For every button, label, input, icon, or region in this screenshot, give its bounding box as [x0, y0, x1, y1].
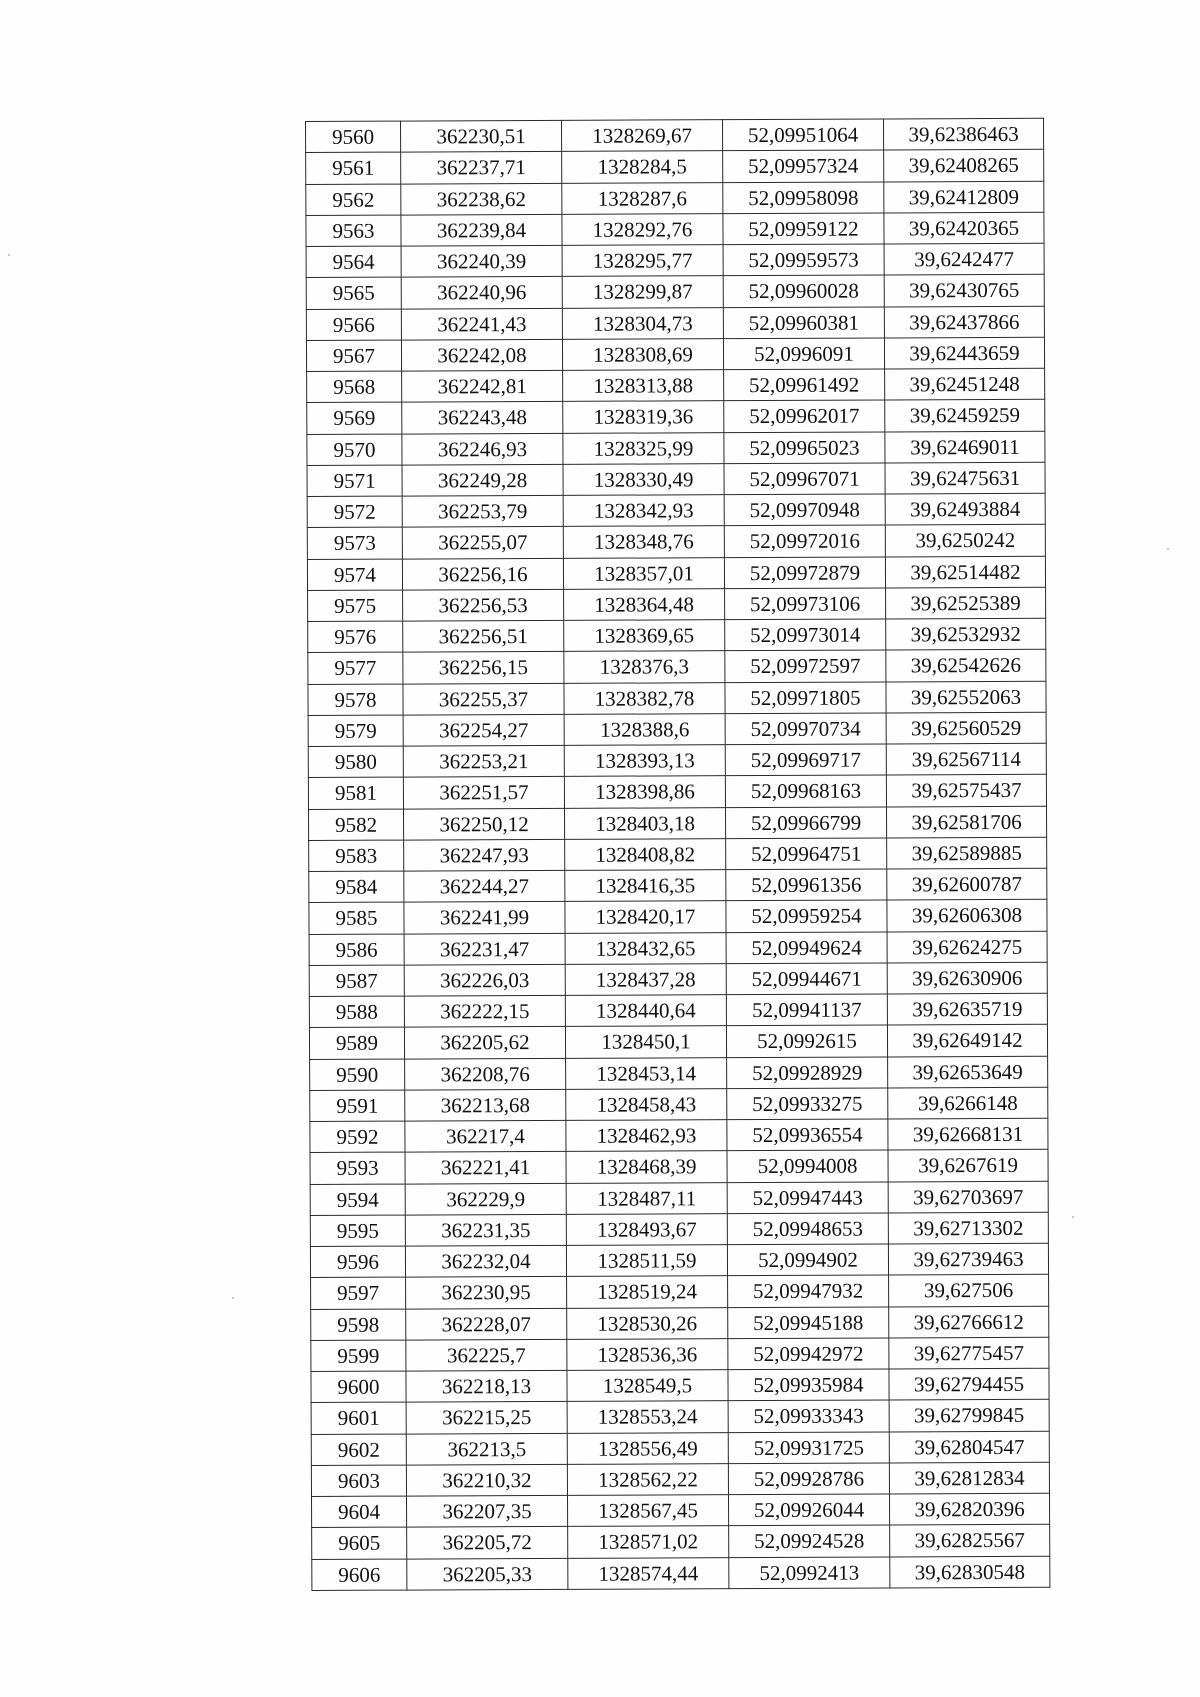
longitude-cell: 39,62713302: [888, 1212, 1048, 1244]
table-row: [308, 587, 1046, 621]
y-coordinate-cell: 1328348,76: [563, 526, 724, 558]
y-coordinate-cell: 1328364,48: [564, 588, 725, 620]
point-number-cell: 9565: [306, 277, 401, 309]
y-coordinate-cell: 1328556,49: [567, 1432, 728, 1464]
latitude-cell: 52,09942972: [728, 1338, 889, 1370]
point-number-cell: 9583: [309, 840, 404, 872]
y-coordinate-cell: 1328393,13: [564, 745, 725, 777]
point-number-cell: 9589: [309, 1027, 404, 1059]
x-coordinate-cell: 362255,07: [402, 527, 563, 559]
table-row: [309, 1025, 1047, 1059]
y-coordinate-cell: 1328571,02: [568, 1526, 729, 1558]
point-number-cell: 9573: [307, 527, 402, 559]
x-coordinate-cell: 362221,41: [405, 1152, 566, 1184]
y-coordinate-cell: 1328287,6: [562, 182, 723, 214]
longitude-cell: 39,62635719: [887, 993, 1047, 1025]
x-coordinate-cell: 362205,62: [404, 1027, 565, 1059]
latitude-cell: 52,0992615: [726, 1025, 887, 1057]
longitude-cell: 39,62794455: [889, 1368, 1049, 1400]
y-coordinate-cell: 1328468,39: [566, 1151, 727, 1183]
y-coordinate-cell: 1328536,36: [567, 1338, 728, 1370]
y-coordinate-cell: 1328292,76: [562, 213, 723, 245]
table-row: [311, 1462, 1049, 1496]
latitude-cell: 52,09949624: [726, 931, 887, 963]
longitude-cell: 39,62542626: [886, 650, 1046, 682]
latitude-cell: 52,09957324: [723, 150, 884, 182]
x-coordinate-cell: 362253,79: [402, 495, 563, 527]
point-number-cell: 9574: [307, 559, 402, 591]
y-coordinate-cell: 1328304,73: [562, 307, 723, 339]
latitude-cell: 52,09941137: [726, 994, 887, 1026]
latitude-cell: 52,0992413: [729, 1556, 890, 1588]
latitude-cell: 52,09951064: [722, 119, 883, 151]
longitude-cell: 39,62589885: [887, 837, 1047, 869]
latitude-cell: 52,09972597: [725, 650, 886, 682]
longitude-cell: 39,62825567: [890, 1525, 1050, 1557]
latitude-cell: 52,09945188: [728, 1306, 889, 1338]
table-row: [307, 462, 1045, 496]
point-number-cell: 9593: [310, 1152, 405, 1184]
table-row: [306, 243, 1044, 277]
y-coordinate-cell: 1328453,14: [566, 1057, 727, 1089]
x-coordinate-cell: 362240,39: [401, 245, 562, 277]
x-coordinate-cell: 362213,68: [405, 1089, 566, 1121]
point-number-cell: 9606: [312, 1559, 407, 1591]
table-row: [310, 1150, 1048, 1184]
longitude-cell: 39,62567114: [886, 743, 1046, 775]
y-coordinate-cell: 1328519,24: [567, 1276, 728, 1308]
x-coordinate-cell: 362256,16: [402, 558, 563, 590]
point-number-cell: 9575: [308, 590, 403, 622]
x-coordinate-cell: 362240,96: [401, 277, 562, 309]
table-row: [306, 306, 1044, 340]
point-number-cell: 9605: [312, 1527, 407, 1559]
latitude-cell: 52,09970734: [725, 713, 886, 745]
longitude-cell: 39,62668131: [888, 1118, 1048, 1150]
latitude-cell: 52,09971805: [725, 681, 886, 713]
point-number-cell: 9598: [311, 1309, 406, 1341]
y-coordinate-cell: 1328511,59: [566, 1245, 727, 1277]
x-coordinate-cell: 362208,76: [405, 1058, 566, 1090]
point-number-cell: 9602: [311, 1434, 406, 1466]
x-coordinate-cell: 362232,04: [405, 1245, 566, 1277]
point-number-cell: 9569: [307, 402, 402, 434]
y-coordinate-cell: 1328325,99: [563, 432, 724, 464]
y-coordinate-cell: 1328530,26: [567, 1307, 728, 1339]
x-coordinate-cell: 362256,51: [403, 620, 564, 652]
latitude-cell: 52,09936554: [727, 1119, 888, 1151]
point-number-cell: 9571: [307, 465, 402, 497]
point-number-cell: 9597: [311, 1277, 406, 1309]
y-coordinate-cell: 1328284,5: [562, 151, 723, 183]
table-row: [308, 618, 1046, 652]
x-coordinate-cell: 362205,72: [407, 1527, 568, 1559]
scan-speck: [1072, 1216, 1074, 1218]
y-coordinate-cell: 1328440,64: [565, 995, 726, 1027]
x-coordinate-cell: 362222,15: [404, 995, 565, 1027]
longitude-cell: 39,6267619: [888, 1150, 1048, 1182]
table-row: [306, 275, 1044, 309]
point-number-cell: 9594: [310, 1184, 405, 1216]
latitude-cell: 52,09933343: [728, 1400, 889, 1432]
point-number-cell: 9561: [306, 152, 401, 184]
longitude-cell: 39,627506: [889, 1275, 1049, 1307]
point-number-cell: 9563: [306, 215, 401, 247]
x-coordinate-cell: 362238,62: [401, 183, 562, 215]
x-coordinate-cell: 362242,08: [401, 339, 562, 371]
y-coordinate-cell: 1328493,67: [566, 1213, 727, 1245]
x-coordinate-cell: 362205,33: [407, 1558, 568, 1590]
table-row: [306, 337, 1044, 371]
table-row: [307, 525, 1045, 559]
point-number-cell: 9560: [306, 121, 401, 153]
coordinates-table: [305, 118, 1050, 1591]
latitude-cell: 52,09970948: [724, 494, 885, 526]
latitude-cell: 52,09960381: [723, 306, 884, 338]
table-row: [308, 775, 1046, 809]
table-row: [310, 1212, 1048, 1246]
latitude-cell: 52,09968163: [725, 775, 886, 807]
point-number-cell: 9601: [311, 1402, 406, 1434]
x-coordinate-cell: 362228,07: [406, 1308, 567, 1340]
latitude-cell: 52,09947932: [728, 1275, 889, 1307]
point-number-cell: 9592: [310, 1121, 405, 1153]
point-number-cell: 9587: [309, 965, 404, 997]
latitude-cell: 52,09959573: [723, 244, 884, 276]
table-row: [308, 743, 1046, 777]
y-coordinate-cell: 1328376,3: [564, 651, 725, 683]
latitude-cell: 52,09928929: [727, 1056, 888, 1088]
table-row: [310, 1181, 1048, 1215]
point-number-cell: 9578: [308, 684, 403, 716]
point-number-cell: 9596: [310, 1246, 405, 1278]
latitude-cell: 52,09926044: [728, 1494, 889, 1526]
scan-speck: [232, 1297, 234, 1299]
longitude-cell: 39,62469011: [885, 431, 1045, 463]
x-coordinate-cell: 362247,93: [404, 839, 565, 871]
point-number-cell: 9584: [309, 871, 404, 903]
scan-speck: [1167, 548, 1169, 550]
point-number-cell: 9603: [311, 1465, 406, 1497]
y-coordinate-cell: 1328313,88: [563, 370, 724, 402]
x-coordinate-cell: 362215,25: [406, 1402, 567, 1434]
table-row: [309, 900, 1047, 934]
y-coordinate-cell: 1328308,69: [562, 338, 723, 370]
y-coordinate-cell: 1328458,43: [566, 1088, 727, 1120]
y-coordinate-cell: 1328574,44: [568, 1557, 729, 1589]
x-coordinate-cell: 362210,32: [406, 1464, 567, 1496]
latitude-cell: 52,09960028: [723, 275, 884, 307]
point-number-cell: 9604: [312, 1496, 407, 1528]
y-coordinate-cell: 1328357,01: [563, 557, 724, 589]
y-coordinate-cell: 1328382,78: [564, 682, 725, 714]
table-row: [310, 1087, 1048, 1121]
longitude-cell: 39,62804547: [889, 1431, 1049, 1463]
x-coordinate-cell: 362256,53: [403, 589, 564, 621]
point-number-cell: 9564: [306, 246, 401, 278]
longitude-cell: 39,62420365: [884, 212, 1044, 244]
x-coordinate-cell: 362207,35: [407, 1495, 568, 1527]
longitude-cell: 39,6266148: [888, 1087, 1048, 1119]
longitude-cell: 39,62775457: [889, 1337, 1049, 1369]
table-row: [309, 962, 1047, 996]
x-coordinate-cell: 362253,21: [403, 745, 564, 777]
point-number-cell: 9581: [308, 777, 403, 809]
x-coordinate-cell: 362230,95: [406, 1277, 567, 1309]
y-coordinate-cell: 1328420,17: [565, 901, 726, 933]
x-coordinate-cell: 362229,9: [405, 1183, 566, 1215]
latitude-cell: 52,0996091: [723, 338, 884, 370]
point-number-cell: 9586: [309, 934, 404, 966]
y-coordinate-cell: 1328369,65: [564, 620, 725, 652]
table-row: [307, 556, 1045, 590]
y-coordinate-cell: 1328319,36: [563, 401, 724, 433]
latitude-cell: 52,09967071: [724, 463, 885, 495]
longitude-cell: 39,62532932: [886, 618, 1046, 650]
longitude-cell: 39,62386463: [883, 118, 1043, 150]
x-coordinate-cell: 362256,15: [403, 652, 564, 684]
x-coordinate-cell: 362241,43: [401, 308, 562, 340]
latitude-cell: 52,0994902: [727, 1244, 888, 1276]
point-number-cell: 9595: [310, 1215, 405, 1247]
latitude-cell: 52,09931725: [728, 1431, 889, 1463]
scan-speck: [8, 254, 10, 256]
longitude-cell: 39,62475631: [885, 462, 1045, 494]
table-row: [310, 1118, 1048, 1152]
x-coordinate-cell: 362254,27: [403, 714, 564, 746]
point-number-cell: 9599: [311, 1340, 406, 1372]
longitude-cell: 39,6242477: [884, 243, 1044, 275]
longitude-cell: 39,62514482: [885, 556, 1045, 588]
x-coordinate-cell: 362239,84: [401, 214, 562, 246]
table-row: [312, 1556, 1050, 1590]
latitude-cell: 52,09933275: [727, 1088, 888, 1120]
point-number-cell: 9579: [308, 715, 403, 747]
table-row: [309, 837, 1047, 871]
y-coordinate-cell: 1328549,5: [567, 1370, 728, 1402]
table-row: [309, 868, 1047, 902]
longitude-cell: 39,6250242: [885, 525, 1045, 557]
table-row: [307, 368, 1045, 402]
longitude-cell: 39,62624275: [887, 931, 1047, 963]
x-coordinate-cell: 362230,51: [401, 120, 562, 152]
table-row: [308, 681, 1046, 715]
latitude-cell: 52,09973014: [725, 619, 886, 651]
table-row: [311, 1337, 1049, 1371]
point-number-cell: 9591: [310, 1090, 405, 1122]
point-number-cell: 9572: [307, 496, 402, 528]
latitude-cell: 52,09928786: [728, 1463, 889, 1495]
latitude-cell: 52,09966799: [725, 806, 886, 838]
latitude-cell: 52,09972879: [724, 556, 885, 588]
x-coordinate-cell: 362251,57: [403, 777, 564, 809]
x-coordinate-cell: 362255,37: [403, 683, 564, 715]
longitude-cell: 39,62552063: [886, 681, 1046, 713]
table-row: [309, 806, 1047, 840]
table-row: [312, 1525, 1050, 1559]
point-number-cell: 9588: [309, 996, 404, 1028]
latitude-cell: 52,09948653: [727, 1213, 888, 1245]
y-coordinate-cell: 1328330,49: [563, 463, 724, 495]
latitude-cell: 52,09972016: [724, 525, 885, 557]
x-coordinate-cell: 362249,28: [402, 464, 563, 496]
table-row: [307, 493, 1045, 527]
x-coordinate-cell: 362242,81: [402, 370, 563, 402]
latitude-cell: 52,09958098: [723, 181, 884, 213]
longitude-cell: 39,62430765: [884, 275, 1044, 307]
table-row: [312, 1493, 1050, 1527]
latitude-cell: 52,09924528: [729, 1525, 890, 1557]
x-coordinate-cell: 362237,71: [401, 152, 562, 184]
table-row: [310, 1243, 1048, 1277]
y-coordinate-cell: 1328388,6: [564, 713, 725, 745]
table-row: [309, 993, 1047, 1027]
latitude-cell: 52,09965023: [724, 431, 885, 463]
longitude-cell: 39,62575437: [886, 775, 1046, 807]
longitude-cell: 39,62412809: [884, 181, 1044, 213]
point-number-cell: 9576: [308, 621, 403, 653]
longitude-cell: 39,62493884: [885, 493, 1045, 525]
point-number-cell: 9577: [308, 652, 403, 684]
y-coordinate-cell: 1328299,87: [562, 276, 723, 308]
point-number-cell: 9582: [309, 809, 404, 841]
longitude-cell: 39,62451248: [885, 368, 1045, 400]
x-coordinate-cell: 362217,4: [405, 1120, 566, 1152]
point-number-cell: 9567: [306, 340, 401, 372]
y-coordinate-cell: 1328269,67: [561, 120, 722, 152]
x-coordinate-cell: 362244,27: [404, 870, 565, 902]
point-number-cell: 9580: [308, 746, 403, 778]
y-coordinate-cell: 1328450,1: [565, 1026, 726, 1058]
longitude-cell: 39,62408265: [884, 150, 1044, 182]
x-coordinate-cell: 362226,03: [404, 964, 565, 996]
x-coordinate-cell: 362225,7: [406, 1339, 567, 1371]
y-coordinate-cell: 1328432,65: [565, 932, 726, 964]
table-row: [307, 400, 1045, 434]
y-coordinate-cell: 1328342,93: [563, 495, 724, 527]
latitude-cell: 52,09962017: [724, 400, 885, 432]
latitude-cell: 52,09959254: [726, 900, 887, 932]
latitude-cell: 52,0994008: [727, 1150, 888, 1182]
longitude-cell: 39,62437866: [884, 306, 1044, 338]
longitude-cell: 39,62799845: [889, 1400, 1049, 1432]
x-coordinate-cell: 362213,5: [406, 1433, 567, 1465]
longitude-cell: 39,62600787: [887, 868, 1047, 900]
latitude-cell: 52,09935984: [728, 1369, 889, 1401]
longitude-cell: 39,62525389: [886, 587, 1046, 619]
longitude-cell: 39,62560529: [886, 712, 1046, 744]
x-coordinate-cell: 362250,12: [404, 808, 565, 840]
y-coordinate-cell: 1328487,11: [566, 1182, 727, 1214]
latitude-cell: 52,09961492: [724, 369, 885, 401]
table-row: [311, 1400, 1049, 1434]
longitude-cell: 39,62830548: [890, 1556, 1050, 1588]
point-number-cell: 9566: [306, 309, 401, 341]
table-row: [307, 431, 1045, 465]
table-row: [311, 1306, 1049, 1340]
point-number-cell: 9590: [310, 1059, 405, 1091]
table-row: [311, 1368, 1049, 1402]
longitude-cell: 39,62653649: [888, 1056, 1048, 1088]
coordinates-table-body: [306, 118, 1050, 1590]
x-coordinate-cell: 362231,47: [404, 933, 565, 965]
table-row: [308, 712, 1046, 746]
x-coordinate-cell: 362241,99: [404, 902, 565, 934]
table-row: [306, 181, 1044, 215]
y-coordinate-cell: 1328398,86: [564, 776, 725, 808]
point-number-cell: 9562: [306, 184, 401, 216]
y-coordinate-cell: 1328403,18: [564, 807, 725, 839]
longitude-cell: 39,62812834: [889, 1462, 1049, 1494]
longitude-cell: 39,62630906: [887, 962, 1047, 994]
x-coordinate-cell: 362246,93: [402, 433, 563, 465]
longitude-cell: 39,62703697: [888, 1181, 1048, 1213]
latitude-cell: 52,09964751: [726, 838, 887, 870]
table-row: [309, 931, 1047, 965]
point-number-cell: 9600: [311, 1371, 406, 1403]
y-coordinate-cell: 1328416,35: [565, 870, 726, 902]
latitude-cell: 52,09947443: [727, 1181, 888, 1213]
y-coordinate-cell: 1328562,22: [567, 1463, 728, 1495]
latitude-cell: 52,09959122: [723, 213, 884, 245]
point-number-cell: 9585: [309, 902, 404, 934]
latitude-cell: 52,09969717: [725, 744, 886, 776]
table-row: [306, 150, 1044, 184]
longitude-cell: 39,62820396: [889, 1493, 1049, 1525]
table-row: [311, 1431, 1049, 1465]
y-coordinate-cell: 1328567,45: [567, 1495, 728, 1527]
table-row: [311, 1275, 1049, 1309]
table-row: [306, 212, 1044, 246]
latitude-cell: 52,09944671: [726, 963, 887, 995]
longitude-cell: 39,62739463: [888, 1243, 1048, 1275]
table-row: [310, 1056, 1048, 1090]
x-coordinate-cell: 362243,48: [402, 402, 563, 434]
x-coordinate-cell: 362218,13: [406, 1370, 567, 1402]
point-number-cell: 9570: [307, 434, 402, 466]
table-row: [308, 650, 1046, 684]
y-coordinate-cell: 1328553,24: [567, 1401, 728, 1433]
table-row: [306, 118, 1044, 152]
latitude-cell: 52,09961356: [726, 869, 887, 901]
x-coordinate-cell: 362231,35: [405, 1214, 566, 1246]
longitude-cell: 39,62766612: [889, 1306, 1049, 1338]
y-coordinate-cell: 1328437,28: [565, 963, 726, 995]
longitude-cell: 39,62443659: [884, 337, 1044, 369]
longitude-cell: 39,62459259: [885, 400, 1045, 432]
y-coordinate-cell: 1328295,77: [562, 245, 723, 277]
longitude-cell: 39,62581706: [886, 806, 1046, 838]
point-number-cell: 9568: [307, 371, 402, 403]
y-coordinate-cell: 1328408,82: [565, 838, 726, 870]
latitude-cell: 52,09973106: [725, 588, 886, 620]
longitude-cell: 39,62606308: [887, 900, 1047, 932]
longitude-cell: 39,62649142: [887, 1025, 1047, 1057]
y-coordinate-cell: 1328462,93: [566, 1120, 727, 1152]
